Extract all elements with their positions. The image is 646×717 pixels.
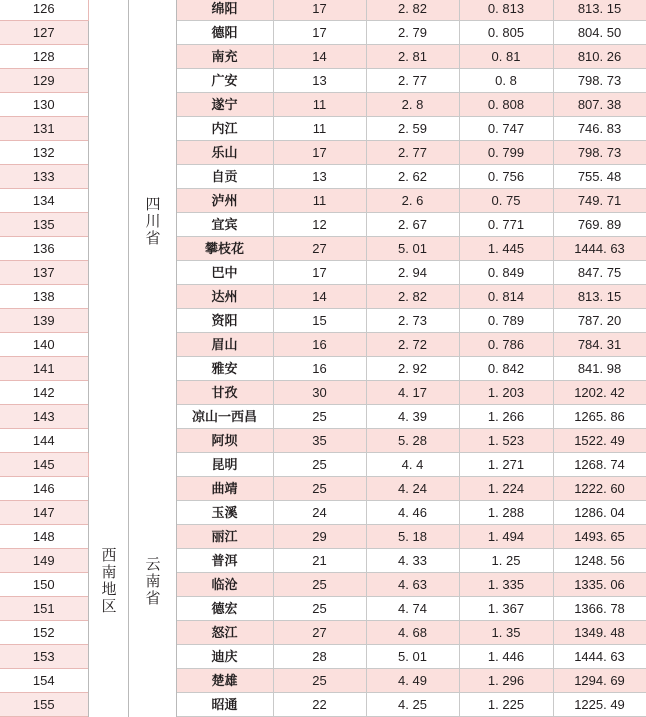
value-col4: 1286. 04 (553, 501, 646, 525)
city-name: 宜宾 (176, 213, 273, 237)
value-col3: 1. 288 (459, 501, 553, 525)
value-col4: 798. 73 (553, 141, 646, 165)
value-col1: 27 (273, 237, 366, 261)
value-col4: 810. 26 (553, 45, 646, 69)
value-col2: 2. 59 (366, 117, 459, 141)
value-col3: 0. 786 (459, 333, 553, 357)
value-col1: 30 (273, 381, 366, 405)
value-col2: 4. 24 (366, 477, 459, 501)
row-index: 135 (0, 213, 88, 237)
value-col3: 0. 756 (459, 165, 553, 189)
value-col3: 0. 799 (459, 141, 553, 165)
value-col1: 11 (273, 93, 366, 117)
row-index: 134 (0, 189, 88, 213)
city-name: 眉山 (176, 333, 273, 357)
value-col3: 0. 814 (459, 285, 553, 309)
province-text: 四川省 (143, 195, 161, 247)
city-name: 甘孜 (176, 381, 273, 405)
value-col1: 25 (273, 669, 366, 693)
row-index: 144 (0, 429, 88, 453)
city-name: 临沧 (176, 573, 273, 597)
value-col1: 16 (273, 333, 366, 357)
value-col3: 0. 8 (459, 69, 553, 93)
city-name: 乐山 (176, 141, 273, 165)
value-col2: 2. 73 (366, 309, 459, 333)
province-label-yunnan (128, 453, 176, 717)
value-col1: 25 (273, 405, 366, 429)
value-col2: 5. 18 (366, 525, 459, 549)
row-index: 142 (0, 381, 88, 405)
row-index: 136 (0, 237, 88, 261)
value-col4: 749. 71 (553, 189, 646, 213)
city-name: 曲靖 (176, 477, 273, 501)
value-col4: 746. 83 (553, 117, 646, 141)
value-col3: 1. 35 (459, 621, 553, 645)
value-col4: 1444. 63 (553, 237, 646, 261)
value-col4: 1444. 63 (553, 645, 646, 669)
value-col4: 1522. 49 (553, 429, 646, 453)
row-index: 138 (0, 285, 88, 309)
value-col4: 1222. 60 (553, 477, 646, 501)
row-index: 155 (0, 693, 88, 717)
table-row[interactable] (0, 0, 646, 21)
value-col2: 4. 63 (366, 573, 459, 597)
value-col4: 813. 15 (553, 285, 646, 309)
value-col4: 1493. 65 (553, 525, 646, 549)
region-label-southwest (88, 0, 128, 453)
value-col2: 5. 01 (366, 237, 459, 261)
value-col4: 1349. 48 (553, 621, 646, 645)
value-col4: 1265. 86 (553, 405, 646, 429)
city-name: 玉溪 (176, 501, 273, 525)
value-col3: 0. 805 (459, 21, 553, 45)
value-col2: 4. 4 (366, 453, 459, 477)
city-name: 南充 (176, 45, 273, 69)
city-name: 巴中 (176, 261, 273, 285)
row-index: 146 (0, 477, 88, 501)
city-name: 德宏 (176, 597, 273, 621)
value-col4: 841. 98 (553, 357, 646, 381)
value-col2: 2. 72 (366, 333, 459, 357)
row-index: 147 (0, 501, 88, 525)
city-name: 昭通 (176, 693, 273, 717)
value-col2: 2. 79 (366, 21, 459, 45)
value-col2: 4. 46 (366, 501, 459, 525)
value-col4: 1268. 74 (553, 453, 646, 477)
value-col3: 1. 367 (459, 597, 553, 621)
value-col4: 847. 75 (553, 261, 646, 285)
value-col4: 1248. 56 (553, 549, 646, 573)
city-name: 广安 (176, 69, 273, 93)
row-index: 145 (0, 453, 88, 477)
value-col1: 17 (273, 261, 366, 285)
city-name: 内江 (176, 117, 273, 141)
value-col3: 1. 296 (459, 669, 553, 693)
value-col3: 1. 224 (459, 477, 553, 501)
value-col4: 769. 89 (553, 213, 646, 237)
row-index: 126 (0, 0, 88, 21)
value-col2: 4. 74 (366, 597, 459, 621)
value-col3: 0. 849 (459, 261, 553, 285)
value-col3: 1. 446 (459, 645, 553, 669)
value-col4: 1366. 78 (553, 597, 646, 621)
value-col4: 798. 73 (553, 69, 646, 93)
row-index: 152 (0, 621, 88, 645)
city-name: 楚雄 (176, 669, 273, 693)
city-name: 普洱 (176, 549, 273, 573)
value-col3: 0. 81 (459, 45, 553, 69)
value-col3: 1. 445 (459, 237, 553, 261)
row-index: 140 (0, 333, 88, 357)
value-col3: 1. 25 (459, 549, 553, 573)
city-name: 雅安 (176, 357, 273, 381)
value-col1: 27 (273, 621, 366, 645)
value-col4: 787. 20 (553, 309, 646, 333)
value-col1: 14 (273, 285, 366, 309)
value-col3: 0. 789 (459, 309, 553, 333)
row-index: 137 (0, 261, 88, 285)
value-col3: 1. 225 (459, 693, 553, 717)
value-col2: 5. 28 (366, 429, 459, 453)
value-col1: 17 (273, 21, 366, 45)
row-index: 128 (0, 45, 88, 69)
row-index: 131 (0, 117, 88, 141)
value-col1: 17 (273, 0, 366, 21)
city-name: 泸州 (176, 189, 273, 213)
value-col2: 4. 68 (366, 621, 459, 645)
city-name: 达州 (176, 285, 273, 309)
city-name: 昆明 (176, 453, 273, 477)
row-index: 149 (0, 549, 88, 573)
value-col3: 0. 771 (459, 213, 553, 237)
value-col1: 21 (273, 549, 366, 573)
value-col3: 0. 808 (459, 93, 553, 117)
value-col1: 25 (273, 597, 366, 621)
value-col2: 2. 6 (366, 189, 459, 213)
value-col1: 28 (273, 645, 366, 669)
value-col3: 0. 813 (459, 0, 553, 21)
value-col2: 2. 77 (366, 141, 459, 165)
row-index: 132 (0, 141, 88, 165)
value-col2: 2. 77 (366, 69, 459, 93)
value-col2: 2. 8 (366, 93, 459, 117)
city-name: 攀枝花 (176, 237, 273, 261)
value-col1: 14 (273, 45, 366, 69)
value-col4: 784. 31 (553, 333, 646, 357)
value-col4: 755. 48 (553, 165, 646, 189)
value-col3: 0. 75 (459, 189, 553, 213)
row-index: 130 (0, 93, 88, 117)
city-name: 资阳 (176, 309, 273, 333)
row-index: 127 (0, 21, 88, 45)
value-col2: 4. 17 (366, 381, 459, 405)
row-index: 148 (0, 525, 88, 549)
table-row[interactable] (0, 453, 646, 477)
value-col2: 2. 62 (366, 165, 459, 189)
city-name: 德阳 (176, 21, 273, 45)
value-col2: 4. 39 (366, 405, 459, 429)
value-col1: 12 (273, 213, 366, 237)
value-col3: 0. 842 (459, 357, 553, 381)
value-col1: 11 (273, 189, 366, 213)
value-col1: 15 (273, 309, 366, 333)
row-index: 129 (0, 69, 88, 93)
value-col1: 16 (273, 357, 366, 381)
value-col4: 1294. 69 (553, 669, 646, 693)
value-col1: 13 (273, 165, 366, 189)
value-col2: 4. 33 (366, 549, 459, 573)
value-col3: 0. 747 (459, 117, 553, 141)
value-col3: 1. 203 (459, 381, 553, 405)
row-index: 143 (0, 405, 88, 429)
row-index: 139 (0, 309, 88, 333)
city-name: 绵阳 (176, 0, 273, 21)
city-name: 迪庆 (176, 645, 273, 669)
value-col1: 24 (273, 501, 366, 525)
value-col4: 1202. 42 (553, 381, 646, 405)
value-col4: 807. 38 (553, 93, 646, 117)
value-col1: 22 (273, 693, 366, 717)
value-col1: 25 (273, 453, 366, 477)
city-name: 丽江 (176, 525, 273, 549)
region-text: 西南地区 (99, 547, 117, 615)
value-col1: 35 (273, 429, 366, 453)
row-index: 150 (0, 573, 88, 597)
value-col1: 17 (273, 141, 366, 165)
value-col3: 1. 523 (459, 429, 553, 453)
value-col3: 1. 494 (459, 525, 553, 549)
value-col1: 11 (273, 117, 366, 141)
province-label-sichuan (128, 0, 176, 453)
value-col2: 2. 94 (366, 261, 459, 285)
city-name: 凉山一西昌 (176, 405, 273, 429)
value-col2: 2. 82 (366, 285, 459, 309)
value-col3: 1. 271 (459, 453, 553, 477)
value-col2: 2. 67 (366, 213, 459, 237)
value-col2: 4. 25 (366, 693, 459, 717)
row-index: 153 (0, 645, 88, 669)
value-col2: 2. 81 (366, 45, 459, 69)
province-text: 云南省 (143, 555, 161, 607)
city-name: 阿坝 (176, 429, 273, 453)
value-col3: 1. 335 (459, 573, 553, 597)
city-name: 怒江 (176, 621, 273, 645)
value-col2: 2. 82 (366, 0, 459, 21)
row-index: 141 (0, 357, 88, 381)
city-name: 自贡 (176, 165, 273, 189)
row-index: 154 (0, 669, 88, 693)
row-index: 151 (0, 597, 88, 621)
value-col4: 813. 15 (553, 0, 646, 21)
value-col1: 29 (273, 525, 366, 549)
value-col3: 1. 266 (459, 405, 553, 429)
value-col1: 25 (273, 477, 366, 501)
region-label-southwest-2 (88, 453, 128, 717)
value-col2: 4. 49 (366, 669, 459, 693)
value-col4: 804. 50 (553, 21, 646, 45)
value-col2: 2. 92 (366, 357, 459, 381)
row-index: 133 (0, 165, 88, 189)
value-col1: 13 (273, 69, 366, 93)
value-col2: 5. 01 (366, 645, 459, 669)
value-col1: 25 (273, 573, 366, 597)
city-name: 遂宁 (176, 93, 273, 117)
value-col4: 1225. 49 (553, 693, 646, 717)
value-col4: 1335. 06 (553, 573, 646, 597)
